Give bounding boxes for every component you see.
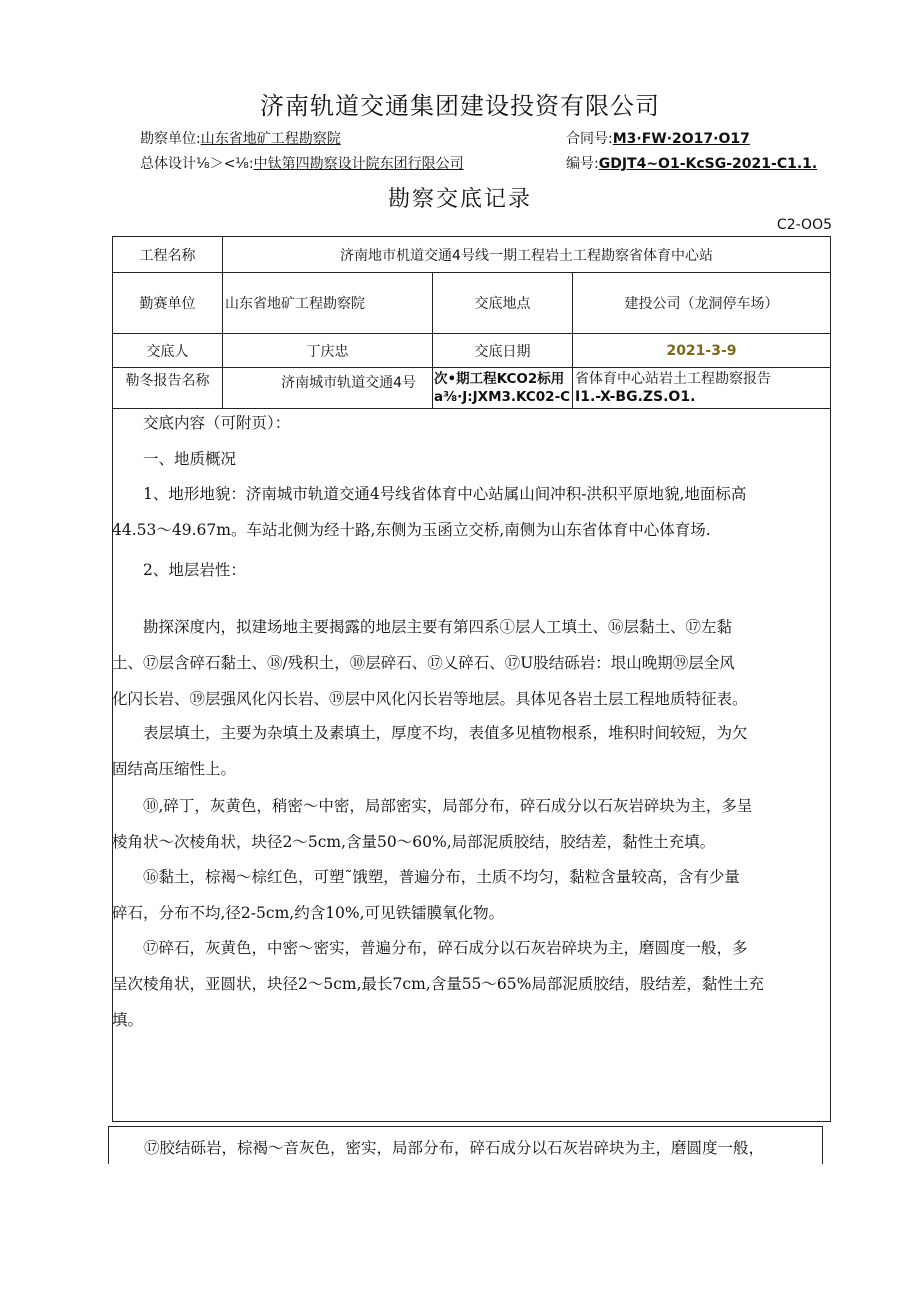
survey-unit-header-value: 山东省地矿工程勘察院 bbox=[200, 131, 341, 147]
paragraph-gravel10 bbox=[112, 788, 828, 860]
company-title: 济南轨道交通集团建设投资有限公司 bbox=[260, 92, 660, 120]
continuation-left-border bbox=[108, 1126, 109, 1164]
project-name-label: 工程名称 bbox=[139, 247, 196, 264]
report-part3 bbox=[575, 370, 771, 406]
gravel10-line2: 棱角状～次棱角状，块径2～5cm,含量50～60%,局部泥质胶结，胶结差，黏性土充填。 bbox=[112, 833, 716, 851]
section-heading: 一、地质概况 bbox=[143, 450, 237, 468]
survey-unit-header-label: 勘察单位: bbox=[140, 131, 201, 147]
paragraph-clay16 bbox=[112, 859, 828, 931]
document-title: 勘察交底记录 bbox=[387, 187, 532, 212]
gravel17-line1: ⑰碎石，灰黄色，中密～密实，普遍分布，碎石成分以石灰岩碎块为主，磨圆度一般，多 bbox=[143, 939, 748, 957]
contract-number-label: 合同号: bbox=[566, 131, 613, 147]
report-part1: 济南城市轨道交通4号 bbox=[281, 375, 416, 391]
contract-number-value: M3·FW·2O17·O17 bbox=[612, 131, 750, 147]
person-label: 交底人 bbox=[146, 343, 189, 360]
paragraph-gravel17 bbox=[112, 930, 828, 1038]
content-area bbox=[112, 405, 828, 477]
strata-line2: 土、⑰层含碎石黏土、⑱/残积土，⑩层碎石、⑰乂碎石、⑰U股结砾岩：垠山晚期⑲层全风 bbox=[112, 654, 735, 672]
strata-line3: 化闪长岩、⑲层强风化闪长岩、⑲层中风化闪长岩等地层。具体见各岩土层工程地质特征表。 bbox=[112, 690, 748, 708]
strata-line1: 勘探深度内，拟建场地主要揭露的地层主要有第四系①层人工填土、⑯层黏土、⑰左黏 bbox=[143, 618, 733, 636]
paragraph-conglomerate bbox=[144, 1130, 824, 1166]
serial-number-label: 编号: bbox=[566, 156, 599, 172]
document-code: C2-OO5 bbox=[776, 217, 832, 233]
terrain-line2: 44.53～49.67m。车站北侧为经十路,东侧为玉函立交桥,南侧为山东省体育中心体育场. bbox=[112, 521, 711, 539]
report-part2a: 次•期工程KCO2标用 bbox=[434, 371, 565, 387]
serial-number bbox=[566, 153, 817, 173]
content-intro: 交底内容（可附页）： bbox=[143, 414, 291, 432]
location-label: 交底地点 bbox=[474, 296, 531, 312]
design-unit-header bbox=[140, 153, 464, 173]
contract-number bbox=[566, 128, 750, 148]
serial-number-value: GDJT4~O1-KcSG-2021-C1.1. bbox=[598, 156, 818, 172]
date-value: 2021-3-9 bbox=[666, 342, 737, 359]
gravel17-line3: 填。 bbox=[112, 1011, 144, 1029]
project-name-value: 济南地市机道交通4号线一期工程岩土工程勘察省体育中心站 bbox=[340, 247, 713, 264]
terrain-line1: 1、地形地貌：济南城市轨道交通4号线省体育中心站属山间冲积-洪积平原地貌,地面标高 bbox=[143, 485, 747, 503]
design-unit-label: 总体设计⅛＞<⅛: bbox=[140, 156, 254, 172]
paragraph-strata-heading bbox=[112, 552, 828, 588]
paragraph-strata bbox=[112, 609, 828, 717]
paragraph-fill bbox=[112, 715, 828, 787]
report-part3b: I1.-X-BG.ZS.O1. bbox=[575, 389, 696, 405]
continuation-top-border bbox=[108, 1126, 823, 1127]
conglomerate-line1: ⑰胶结砾岩，棕褐～音灰色，密实，局部分布，碎石成分以石灰岩碎块为主，磨圆度一般， bbox=[144, 1139, 765, 1157]
design-unit-value: 中钛第四勘察设计院东团行限公司 bbox=[253, 156, 464, 172]
survey-unit-header bbox=[140, 128, 341, 148]
strata-heading: 2、地层岩性： bbox=[143, 561, 246, 579]
report-label: 勒冬报告名称 bbox=[125, 373, 210, 389]
clay16-line1: ⑯黏土，棕褐～棕红色，可塑˜饿塑，普遍分布，土质不均匀，黏粒含量较高，含有少量 bbox=[143, 868, 740, 886]
fill-line2: 固结高压缩性上。 bbox=[112, 760, 237, 778]
clay16-line2: 碎石，分布不均,径2-5cm,约含10%,可见铁镭膜氧化物。 bbox=[112, 904, 505, 922]
location-value: 建投公司（龙洞停车场） bbox=[624, 296, 779, 312]
report-part2 bbox=[434, 370, 570, 406]
fill-line1: 表层填土，主要为杂填土及素填土，厚度不均，表值多见植物根系，堆积时间较短，为欠 bbox=[143, 724, 748, 742]
gravel17-line2: 呈次棱角状，亚圆状，块径2～5cm,最长7cm,含量55～65%局部泥质胶结，股结差，黏性土充 bbox=[112, 975, 764, 993]
survey-unit-label: 勤赛单位 bbox=[139, 296, 196, 312]
gravel10-line1: ⑩,碎丁，灰黄色，稍密～中密，局部密实，局部分布，碎石成分以石灰岩碎块为主，多呈 bbox=[143, 797, 753, 815]
survey-unit-value: 山东省地矿工程勘察院 bbox=[225, 296, 365, 312]
report-part3a: 省体育中心站岩土工程勘察报告 bbox=[575, 371, 771, 387]
report-part2b: a⅜·J:JXM3.KC02-C bbox=[434, 389, 571, 405]
paragraph-terrain bbox=[112, 476, 828, 548]
person-value: 丁庆忠 bbox=[306, 343, 349, 360]
date-label: 交底日期 bbox=[474, 343, 531, 360]
